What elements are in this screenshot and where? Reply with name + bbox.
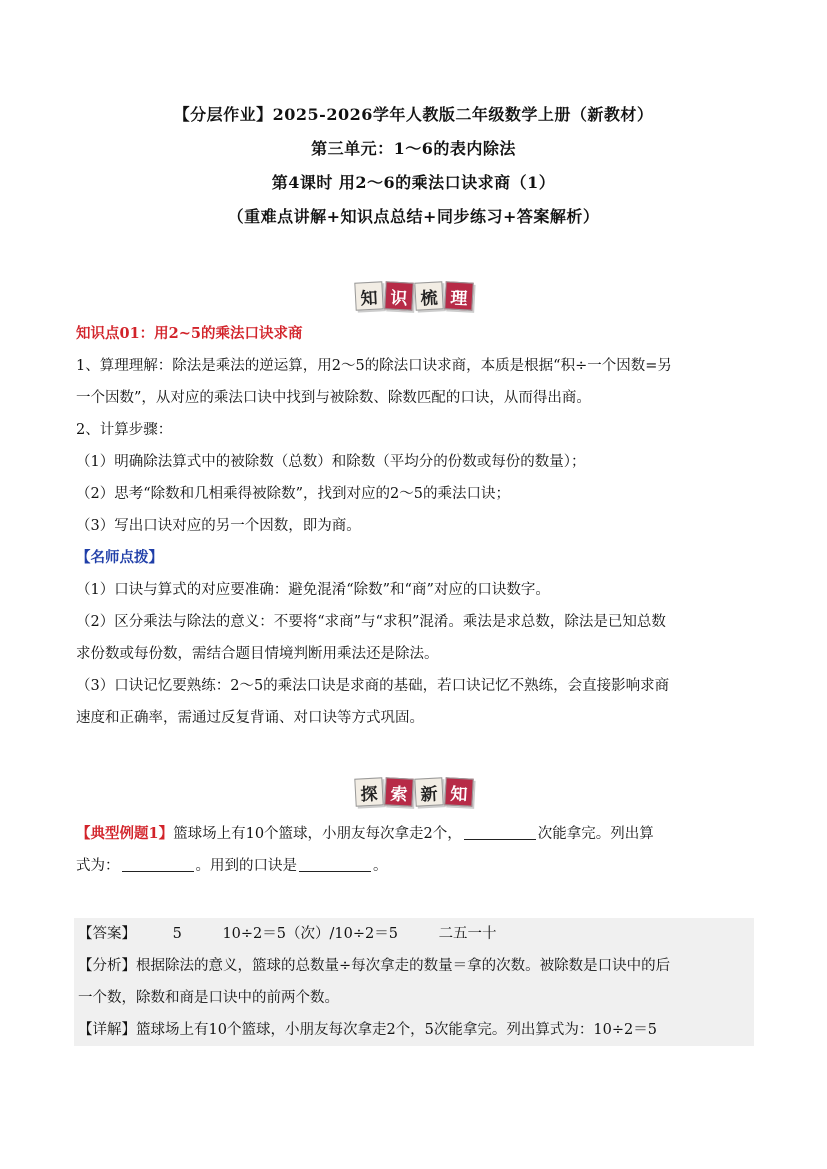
answer-value: 二五一十: [438, 926, 497, 942]
step-item: （3）写出口诀对应的另一个因数，即为商。: [76, 518, 361, 534]
knowledge-review-banner: [0, 282, 827, 310]
example-text: 篮球场上有10个篮球，小朋友每次拿走2个，: [173, 826, 462, 842]
example-section: [76, 818, 756, 882]
example-line: [76, 850, 756, 882]
knowledge-paragraph: 一个因数”，从对应的乘法口诀中找到与被除数、除数匹配的口诀，从而得出商。: [76, 390, 591, 406]
example-label: 【典型例题1】: [76, 825, 174, 842]
answer-box: [74, 918, 754, 1046]
knowledge-section: [76, 318, 756, 734]
banner-char: 梳: [414, 281, 443, 310]
example-text: 。: [373, 858, 388, 874]
answer-blank[interactable]: [299, 855, 371, 872]
tip-item: 速度和正确率，需通过反复背诵、对口诀等方式巩固。: [76, 710, 424, 726]
analysis-line: 一个数，除数和商是口诀中的前两个数。: [78, 990, 339, 1006]
detail-text: 篮球场上有10个篮球，小朋友每次拿走2个，5次能拿完。列出算式为：10÷2＝5: [136, 1022, 657, 1038]
answer-line: [74, 918, 754, 950]
analysis-label: 【分析】: [78, 958, 136, 974]
unit-title: 第三单元：1～6的表内除法: [311, 139, 516, 158]
banner-char: 知: [444, 777, 473, 806]
analysis-line: [74, 950, 754, 982]
answer-value: 10÷2＝5（次）/10÷2＝5: [222, 926, 398, 942]
step-item: （1）明确除法算式中的被除数（总数）和除数（平均分的份数或每份的数量）；: [76, 454, 586, 470]
answer-blank[interactable]: [122, 855, 194, 872]
banner-char: 探: [354, 777, 383, 806]
banner-char: 新: [414, 777, 443, 806]
example-text: 次能拿完。列出算: [537, 826, 654, 842]
tip-item: （1）口诀与算式的对应要准确：避免混淆“除数”和“商”对应的口诀数字。: [76, 582, 550, 598]
answer-blank[interactable]: [464, 823, 536, 840]
tip-item: （3）口诀记忆要熟练：2～5的乘法口诀是求商的基础，若口诀记忆不熟练，会直接影响求商: [76, 678, 670, 694]
answer-label: 【答案】: [78, 926, 136, 942]
knowledge-paragraph: 1、算理理解：除法是乘法的逆运算，用2～5的除法口诀求商，本质是根据“积÷一个因数=另: [76, 358, 672, 374]
detail-label: 【详解】: [78, 1022, 136, 1038]
answer-value: 5: [172, 926, 182, 942]
lesson-title: 第4课时 用2～6的乘法口诀求商（1）: [271, 173, 556, 192]
example-line: [76, 818, 756, 850]
banner-char: 索: [384, 777, 413, 806]
example-text: 式为：: [76, 858, 120, 874]
step-item: （2）思考“除数和几相乘得被除数”，找到对应的2～5的乘法口诀；: [76, 486, 510, 502]
banner-char: 知: [354, 281, 383, 310]
example-text: 。用到的口诀是: [195, 858, 297, 874]
knowledge-heading: 知识点01：用2~5的乘法口诀求商: [76, 325, 303, 342]
document-title-block: [0, 98, 827, 234]
explore-new-banner: [0, 778, 827, 806]
subtitle: （重难点讲解+知识点总结+同步练习+答案解析）: [227, 207, 600, 226]
steps-heading: 2、计算步骤：: [76, 422, 173, 438]
tips-heading: 【名师点拨】: [76, 549, 163, 566]
banner-char: 理: [444, 281, 473, 310]
banner-char: 识: [384, 281, 413, 310]
document-title: 【分层作业】2025-2026学年人教版二年级数学上册（新教材）: [173, 105, 654, 124]
analysis-text: 根据除法的意义，篮球的总数量÷每次拿走的数量＝拿的次数。被除数是口诀中的后: [136, 958, 671, 974]
tip-item: 求份数或每份数，需结合题目情境判断用乘法还是除法。: [76, 646, 439, 662]
detail-line: [74, 1014, 754, 1046]
tip-item: （2）区分乘法与除法的意义：不要将“求商”与“求积”混淆。乘法是求总数，除法是已知总数: [76, 614, 666, 630]
